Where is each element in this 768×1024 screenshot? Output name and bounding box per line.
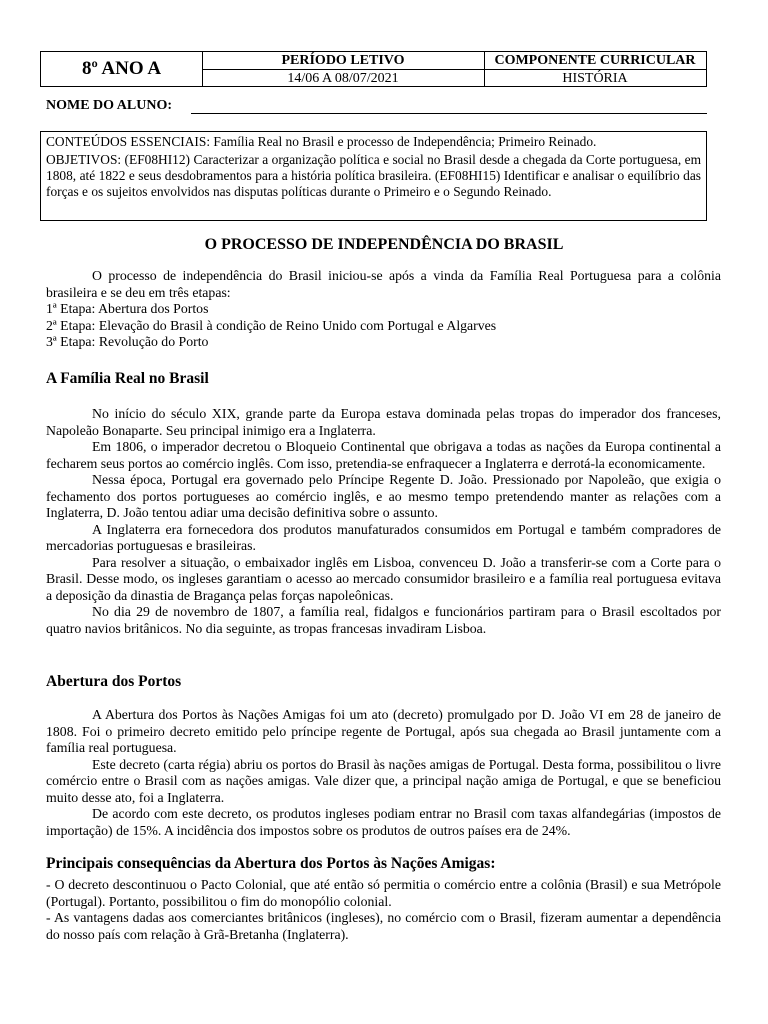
intro-paragraph: O processo de independência do Brasil iniciou-se após a vinda da Família Real Portuguesa para a colônia brasileira e se deu em três etapas: [46, 268, 721, 300]
component-value: HISTÓRIA [562, 71, 628, 86]
component-column [484, 52, 706, 86]
section-abertura-body [46, 707, 721, 839]
period-label: PERÍODO LETIVO [202, 52, 484, 70]
section-heading-abertura: Abertura dos Portos [46, 673, 182, 690]
paragraph: Nessa época, Portugal era governado pelo Príncipe Regente D. João. Pressionado por Napoleão, que exigia o fechamento dos portos portugueses ao comércio inglês, e ao mesmo tempo pretendendo manter as relações com a Inglaterra, D. João tentou adiar uma decisão definitiva sobre o assunto. [46, 472, 721, 520]
intro-block [46, 268, 721, 351]
step-item: 1ª Etapa: Abertura dos Portos [46, 301, 209, 316]
period-column [202, 52, 485, 86]
paragraph: Em 1806, o imperador decretou o Bloqueio Continental que obrigava a todas as nações da Europa continental a fecharem seus portos ao comércio inglês. Com isso, pretendia-se enfraquecer a Inglaterra e derrotá-la economicamente. [46, 439, 721, 471]
student-name-line[interactable] [191, 113, 707, 114]
paragraph: Este decreto (carta régia) abriu os portos do Brasil às nações amigas de Portugal. Desta forma, possibilitou o livre comércio entre o Brasil com as nações amigas. Vale dizer que, a principal nação amiga de Portugal, e que se beneficiou muito desse ato, foi a Inglaterra. [46, 756, 721, 805]
paragraph: A Abertura dos Portos às Nações Amigas foi um ato (decreto) promulgado por D. João VI em 28 de janeiro de 1808. Foi o primeiro decreto emitido pelo príncipe regente de Portugal, após sua chegada ao Brasil juntamente com a família real portuguesa. [46, 707, 721, 755]
list-item: - O decreto descontinuou o Pacto Colonial, que até então só permitia o comércio entre a colônia (Brasil) e sua Metrópole (Portugal). Portanto, possibilitou o fim do monopólio colonial. [46, 877, 721, 909]
paragraph: De acordo com este decreto, os produtos ingleses podiam entrar no Brasil com taxas alfandegárias (impostos de importação) de 15%. A incidência dos impostos sobre os produtos de outros países era de 24%. [46, 806, 721, 838]
period-value: 14/06 A 08/07/2021 [287, 71, 399, 86]
component-label: COMPONENTE CURRICULAR [484, 52, 706, 70]
page-title: O PROCESSO DE INDEPENDÊNCIA DO BRASIL [204, 236, 564, 253]
class-cell: 8º ANO A [41, 52, 203, 86]
section-heading-familia-real: A Família Real no Brasil [46, 370, 209, 387]
objectives: OBJETIVOS: (EF08HI12) Caracterizar a organização política e social no Brasil desde a chegada da Corte portuguesa, em 1808, até 1822 e seus desdobramentos para a história política brasileira. (EF08HI15) Identificar e analisar o equilíbrio das forças e os sujeitos envolvidos nas disputas políticas durante o Primeiro e o Segundo Reinado. [46, 152, 701, 199]
step-item: 2ª Etapa: Elevação do Brasil à condição de Reino Unido com Portugal e Algarves [46, 317, 497, 333]
list-item: - As vantagens dadas aos comerciantes britânicos (ingleses), no comércio com o Brasil, fizeram aumentar a dependência do nosso país com relação à Grã-Bretanha (Inglaterra). [46, 910, 721, 942]
essentials-box [40, 131, 707, 221]
section-familia-real-body [46, 406, 721, 637]
paragraph: No início do século XIX, grande parte da Europa estava dominada pelas tropas do imperador dos franceses, Napoleão Bonaparte. Seu principal inimigo era a Inglaterra. [46, 406, 721, 438]
section-consequencias-body [46, 877, 721, 943]
paragraph: Para resolver a situação, o embaixador inglês em Lisboa, convenceu D. João a transferir-se com a Corte para o Brasil. Desse modo, os ingleses garantiam o acesso ao mercado consumidor brasileiro e a família real portuguesa evitava a deposição da dinastia de Bragança pelas forças napoleônicas. [46, 554, 721, 603]
essential-contents: CONTEÚDOS ESSENCIAIS: Família Real no Brasil e processo de Independência; Primeiro Reinado. [46, 134, 597, 149]
paragraph: A Inglaterra era fornecedora dos produtos manufaturados consumidos em Portugal e também compradores de mercadorias portuguesas e brasileiras. [46, 521, 721, 553]
paragraph: No dia 29 de novembro de 1807, a família real, fidalgos e funcionários partiram para o Brasil escoltados por quatro navios britânicos. No dia seguinte, as tropas francesas invadiram Lisboa. [46, 604, 721, 636]
section-heading-consequencias: Principais consequências da Abertura dos Portos às Nações Amigas: [46, 855, 496, 872]
step-item: 3ª Etapa: Revolução do Porto [46, 334, 209, 349]
header-table [40, 51, 707, 87]
student-name-label: NOME DO ALUNO: [46, 98, 172, 113]
